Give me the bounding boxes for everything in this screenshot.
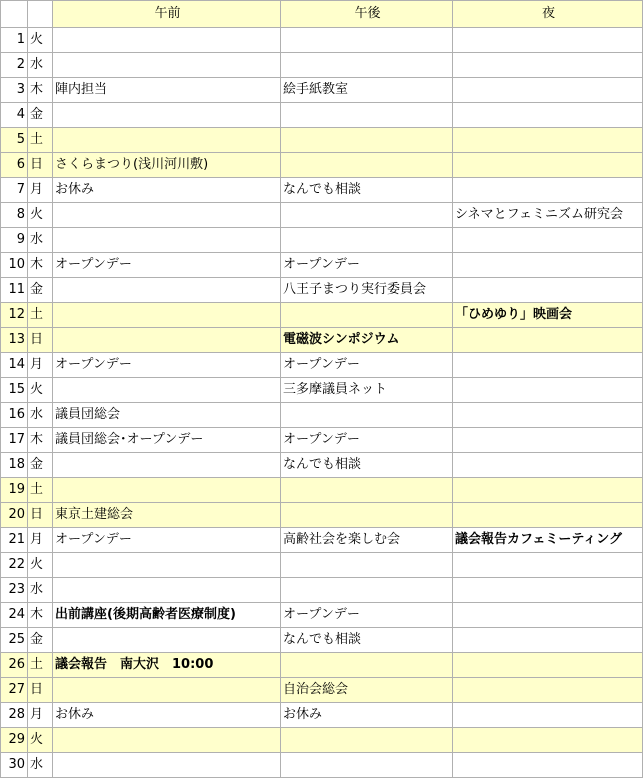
morning-cell[interactable]: 議会報告 南大沢 10:00 bbox=[53, 653, 281, 678]
table-row bbox=[1, 228, 643, 253]
afternoon-cell[interactable] bbox=[281, 53, 453, 78]
weekday-cell[interactable]: 金 bbox=[28, 453, 53, 478]
day-number-cell[interactable]: 16 bbox=[1, 403, 28, 428]
afternoon-cell[interactable]: 高齢社会を楽しむ会 bbox=[281, 528, 453, 553]
weekday-cell[interactable]: 木 bbox=[28, 78, 53, 103]
afternoon-cell[interactable] bbox=[281, 753, 453, 778]
night-cell[interactable] bbox=[453, 453, 643, 478]
afternoon-cell[interactable] bbox=[281, 28, 453, 53]
weekday-cell[interactable]: 日 bbox=[28, 503, 53, 528]
afternoon-cell[interactable]: 電磁波シンポジウム bbox=[281, 328, 453, 353]
day-number-cell[interactable]: 15 bbox=[1, 378, 28, 403]
day-number-cell[interactable]: 28 bbox=[1, 703, 28, 728]
afternoon-cell[interactable]: なんでも相談 bbox=[281, 178, 453, 203]
morning-cell[interactable]: さくらまつり(浅川河川敷) bbox=[53, 153, 281, 178]
table-row bbox=[1, 453, 643, 478]
day-number-cell[interactable]: 13 bbox=[1, 328, 28, 353]
night-cell[interactable] bbox=[453, 753, 643, 778]
table-row bbox=[1, 128, 643, 153]
table-row bbox=[1, 403, 643, 428]
table-row bbox=[1, 728, 643, 753]
night-cell[interactable]: 議会報告カフェミーティング bbox=[453, 528, 643, 553]
day-number-cell[interactable]: 19 bbox=[1, 478, 28, 503]
weekday-cell[interactable]: 水 bbox=[28, 578, 53, 603]
afternoon-cell[interactable] bbox=[281, 653, 453, 678]
morning-cell[interactable]: オープンデー bbox=[53, 353, 281, 378]
day-number-cell[interactable]: 25 bbox=[1, 628, 28, 653]
morning-cell[interactable]: お休み bbox=[53, 178, 281, 203]
afternoon-cell[interactable]: 自治会総会 bbox=[281, 678, 453, 703]
night-cell[interactable] bbox=[453, 428, 643, 453]
day-number-cell[interactable]: 20 bbox=[1, 503, 28, 528]
table-row bbox=[1, 378, 643, 403]
weekday-cell[interactable]: 木 bbox=[28, 253, 53, 278]
day-number-cell[interactable]: 29 bbox=[1, 728, 28, 753]
day-number-cell[interactable]: 7 bbox=[1, 178, 28, 203]
day-number-cell[interactable]: 22 bbox=[1, 553, 28, 578]
afternoon-cell[interactable] bbox=[281, 153, 453, 178]
afternoon-cell[interactable]: 絵手紙教室 bbox=[281, 78, 453, 103]
morning-cell[interactable] bbox=[53, 228, 281, 253]
afternoon-cell[interactable] bbox=[281, 203, 453, 228]
day-number-cell[interactable]: 27 bbox=[1, 678, 28, 703]
afternoon-cell[interactable] bbox=[281, 403, 453, 428]
weekday-cell[interactable]: 月 bbox=[28, 178, 53, 203]
morning-cell[interactable]: お休み bbox=[53, 703, 281, 728]
day-number-cell[interactable]: 30 bbox=[1, 753, 28, 778]
morning-cell[interactable]: 出前講座(後期高齢者医療制度) bbox=[53, 603, 281, 628]
day-number-cell[interactable]: 24 bbox=[1, 603, 28, 628]
weekday-cell[interactable]: 火 bbox=[28, 728, 53, 753]
day-number-cell[interactable]: 17 bbox=[1, 428, 28, 453]
night-cell[interactable] bbox=[453, 728, 643, 753]
table-row bbox=[1, 603, 643, 628]
day-number-cell[interactable]: 11 bbox=[1, 278, 28, 303]
night-cell[interactable] bbox=[453, 578, 643, 603]
header-night[interactable]: 夜 bbox=[453, 1, 643, 28]
table-row bbox=[1, 153, 643, 178]
table-row bbox=[1, 278, 643, 303]
weekday-cell[interactable]: 木 bbox=[28, 428, 53, 453]
night-cell[interactable] bbox=[453, 628, 643, 653]
weekday-cell[interactable]: 水 bbox=[28, 753, 53, 778]
night-cell[interactable] bbox=[453, 153, 643, 178]
weekday-cell[interactable]: 金 bbox=[28, 278, 53, 303]
morning-cell[interactable] bbox=[53, 303, 281, 328]
night-cell[interactable] bbox=[453, 553, 643, 578]
weekday-cell[interactable]: 木 bbox=[28, 603, 53, 628]
afternoon-cell[interactable] bbox=[281, 128, 453, 153]
afternoon-cell[interactable]: なんでも相談 bbox=[281, 453, 453, 478]
morning-cell[interactable]: オープンデー bbox=[53, 528, 281, 553]
afternoon-cell[interactable]: オープンデー bbox=[281, 603, 453, 628]
morning-cell[interactable] bbox=[53, 553, 281, 578]
night-cell[interactable] bbox=[453, 653, 643, 678]
afternoon-cell[interactable] bbox=[281, 103, 453, 128]
night-cell[interactable] bbox=[453, 503, 643, 528]
weekday-cell[interactable]: 水 bbox=[28, 53, 53, 78]
weekday-cell[interactable]: 火 bbox=[28, 553, 53, 578]
weekday-cell[interactable]: 土 bbox=[28, 653, 53, 678]
day-number-cell[interactable]: 4 bbox=[1, 103, 28, 128]
morning-cell[interactable] bbox=[53, 278, 281, 303]
morning-cell[interactable] bbox=[53, 478, 281, 503]
night-cell[interactable] bbox=[453, 353, 643, 378]
morning-cell[interactable] bbox=[53, 453, 281, 478]
header-row bbox=[1, 1, 643, 28]
day-number-cell[interactable]: 1 bbox=[1, 28, 28, 53]
night-cell[interactable] bbox=[453, 128, 643, 153]
weekday-cell[interactable]: 土 bbox=[28, 128, 53, 153]
morning-cell[interactable] bbox=[53, 753, 281, 778]
weekday-cell[interactable]: 金 bbox=[28, 103, 53, 128]
weekday-cell[interactable]: 日 bbox=[28, 153, 53, 178]
weekday-cell[interactable]: 日 bbox=[28, 328, 53, 353]
table-row bbox=[1, 28, 643, 53]
morning-cell[interactable] bbox=[53, 628, 281, 653]
table-row bbox=[1, 753, 643, 778]
night-cell[interactable] bbox=[453, 603, 643, 628]
morning-cell[interactable]: 陣内担当 bbox=[53, 78, 281, 103]
morning-cell[interactable] bbox=[53, 328, 281, 353]
night-cell[interactable] bbox=[453, 28, 643, 53]
night-cell[interactable] bbox=[453, 228, 643, 253]
weekday-cell[interactable]: 日 bbox=[28, 678, 53, 703]
weekday-cell[interactable]: 月 bbox=[28, 353, 53, 378]
table-row bbox=[1, 253, 643, 278]
weekday-cell[interactable]: 火 bbox=[28, 378, 53, 403]
table-row bbox=[1, 328, 643, 353]
afternoon-cell[interactable] bbox=[281, 303, 453, 328]
morning-cell[interactable] bbox=[53, 728, 281, 753]
morning-cell[interactable] bbox=[53, 28, 281, 53]
weekday-cell[interactable]: 土 bbox=[28, 478, 53, 503]
morning-cell[interactable]: オープンデー bbox=[53, 253, 281, 278]
night-cell[interactable] bbox=[453, 678, 643, 703]
night-cell[interactable] bbox=[453, 478, 643, 503]
morning-cell[interactable] bbox=[53, 578, 281, 603]
day-number-cell[interactable]: 26 bbox=[1, 653, 28, 678]
table-row bbox=[1, 578, 643, 603]
table-row bbox=[1, 503, 643, 528]
morning-cell[interactable] bbox=[53, 128, 281, 153]
table-row bbox=[1, 553, 643, 578]
night-cell[interactable] bbox=[453, 53, 643, 78]
morning-cell[interactable] bbox=[53, 53, 281, 78]
header-corner-day[interactable] bbox=[1, 1, 28, 28]
day-number-cell[interactable]: 21 bbox=[1, 528, 28, 553]
weekday-cell[interactable]: 火 bbox=[28, 28, 53, 53]
weekday-cell[interactable]: 月 bbox=[28, 528, 53, 553]
table-row bbox=[1, 653, 643, 678]
table-row bbox=[1, 53, 643, 78]
table-row bbox=[1, 478, 643, 503]
afternoon-cell[interactable]: オープンデー bbox=[281, 353, 453, 378]
weekday-cell[interactable]: 火 bbox=[28, 203, 53, 228]
afternoon-cell[interactable]: オープンデー bbox=[281, 253, 453, 278]
night-cell[interactable] bbox=[453, 178, 643, 203]
afternoon-cell[interactable] bbox=[281, 228, 453, 253]
table-row bbox=[1, 428, 643, 453]
day-number-cell[interactable]: 10 bbox=[1, 253, 28, 278]
night-cell[interactable] bbox=[453, 703, 643, 728]
night-cell[interactable] bbox=[453, 403, 643, 428]
table-row bbox=[1, 203, 643, 228]
afternoon-cell[interactable]: 八王子まつり実行委員会 bbox=[281, 278, 453, 303]
afternoon-cell[interactable]: 三多摩議員ネット bbox=[281, 378, 453, 403]
table-row bbox=[1, 178, 643, 203]
header-afternoon[interactable]: 午後 bbox=[281, 1, 453, 28]
day-number-cell[interactable]: 18 bbox=[1, 453, 28, 478]
day-number-cell[interactable]: 23 bbox=[1, 578, 28, 603]
morning-cell[interactable]: 議員団総会･オープンデー bbox=[53, 428, 281, 453]
night-cell[interactable] bbox=[453, 278, 643, 303]
table-row bbox=[1, 303, 643, 328]
day-number-cell[interactable]: 6 bbox=[1, 153, 28, 178]
weekday-cell[interactable]: 水 bbox=[28, 403, 53, 428]
morning-cell[interactable]: 東京土建総会 bbox=[53, 503, 281, 528]
day-number-cell[interactable]: 5 bbox=[1, 128, 28, 153]
table-row bbox=[1, 78, 643, 103]
morning-cell[interactable]: 議員団総会 bbox=[53, 403, 281, 428]
afternoon-cell[interactable]: なんでも相談 bbox=[281, 628, 453, 653]
afternoon-cell[interactable] bbox=[281, 728, 453, 753]
morning-cell[interactable] bbox=[53, 678, 281, 703]
day-number-cell[interactable]: 14 bbox=[1, 353, 28, 378]
day-number-cell[interactable]: 2 bbox=[1, 53, 28, 78]
day-number-cell[interactable]: 12 bbox=[1, 303, 28, 328]
night-cell[interactable] bbox=[453, 328, 643, 353]
afternoon-cell[interactable] bbox=[281, 478, 453, 503]
table-row bbox=[1, 103, 643, 128]
table-row bbox=[1, 678, 643, 703]
header-morning[interactable]: 午前 bbox=[53, 1, 281, 28]
night-cell[interactable]: 「ひめゆり」映画会 bbox=[453, 303, 643, 328]
night-cell[interactable] bbox=[453, 378, 643, 403]
afternoon-cell[interactable]: お休み bbox=[281, 703, 453, 728]
morning-cell[interactable] bbox=[53, 378, 281, 403]
day-number-cell[interactable]: 3 bbox=[1, 78, 28, 103]
afternoon-cell[interactable] bbox=[281, 503, 453, 528]
weekday-cell[interactable]: 金 bbox=[28, 628, 53, 653]
day-number-cell[interactable]: 8 bbox=[1, 203, 28, 228]
night-cell[interactable] bbox=[453, 78, 643, 103]
weekday-cell[interactable]: 水 bbox=[28, 228, 53, 253]
weekday-cell[interactable]: 月 bbox=[28, 703, 53, 728]
afternoon-cell[interactable] bbox=[281, 578, 453, 603]
table-row bbox=[1, 353, 643, 378]
night-cell[interactable] bbox=[453, 253, 643, 278]
afternoon-cell[interactable] bbox=[281, 553, 453, 578]
weekday-cell[interactable]: 土 bbox=[28, 303, 53, 328]
table-row bbox=[1, 628, 643, 653]
morning-cell[interactable] bbox=[53, 203, 281, 228]
afternoon-cell[interactable]: オープンデー bbox=[281, 428, 453, 453]
header-corner-weekday[interactable] bbox=[28, 1, 53, 28]
morning-cell[interactable] bbox=[53, 103, 281, 128]
day-number-cell[interactable]: 9 bbox=[1, 228, 28, 253]
table-row bbox=[1, 703, 643, 728]
night-cell[interactable]: シネマとフェミニズム研究会 bbox=[453, 203, 643, 228]
table-row bbox=[1, 528, 643, 553]
night-cell[interactable] bbox=[453, 103, 643, 128]
